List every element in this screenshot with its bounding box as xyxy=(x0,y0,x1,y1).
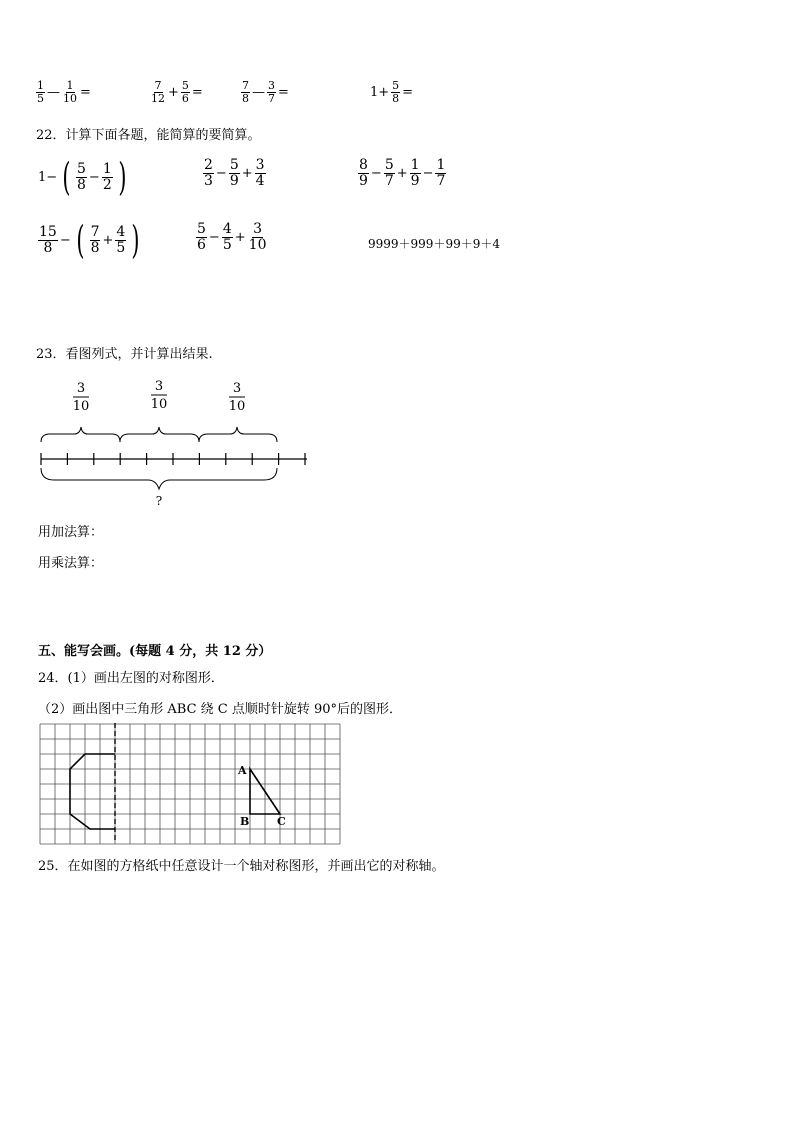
fraction: $\frac{7}{12}$ xyxy=(151,79,165,105)
operator: — xyxy=(252,84,265,100)
fraction: $\frac{1}{2}$ xyxy=(102,160,112,193)
question-24-part-1: 24．(1）画出左图的对称图形． xyxy=(38,671,224,686)
fraction: $\frac{4}{5}$ xyxy=(222,221,232,253)
fraction: $\frac{5}{6}$ xyxy=(181,79,189,105)
fraction: $\frac{1}{9}$ xyxy=(410,157,420,189)
left-paren: ( xyxy=(62,155,71,199)
segment-label-3-denominator: 10 xyxy=(228,399,246,414)
right-paren: ) xyxy=(118,155,127,199)
fraction: $\frac{1}{5}$ xyxy=(37,79,44,105)
fraction: $\frac{4}{5}$ xyxy=(116,223,126,256)
problem-22-6: 9999＋999＋99＋9＋4 xyxy=(368,237,500,251)
question-23-title: 23．看图列式，并计算出结果. xyxy=(36,347,213,362)
fraction: $\frac{1}{10}$ xyxy=(63,79,77,105)
segment-label-3-numerator: 3 xyxy=(232,381,242,396)
brace-3 xyxy=(199,427,277,442)
equals: = xyxy=(191,84,203,100)
expression-21-2 xyxy=(150,80,203,104)
fraction: $\frac{3}{4}$ xyxy=(255,157,265,189)
label-a: A xyxy=(238,764,247,777)
brace-1 xyxy=(41,427,120,442)
fraction: $\frac{5}{7}$ xyxy=(384,157,394,189)
fraction: $\frac{15}{8}$ xyxy=(39,223,57,256)
fraction: $\frac{8}{9}$ xyxy=(359,157,368,189)
expression-21-1 xyxy=(36,80,91,104)
number-line-diagram xyxy=(30,372,320,512)
fraction: $\frac{1}{7}$ xyxy=(436,157,446,189)
right-paren: ) xyxy=(131,218,140,262)
lower-brace xyxy=(41,468,277,489)
equals: = xyxy=(402,84,414,100)
problem-22-3: $\frac{8}{9}$ − $\frac{5}{7}$ + $\frac{1}{9}$ − $\frac{1}{7}$ xyxy=(359,157,446,189)
fraction: $\frac{3}{10}$ xyxy=(248,221,267,253)
fraction: $\frac{5}{6}$ xyxy=(197,221,206,253)
problem-22-2: $\frac{2}{3}$ − $\frac{5}{9}$ + $\frac{3}{4}$ xyxy=(204,157,265,189)
whole-number: 1+ xyxy=(370,84,390,100)
segment-label-2-numerator: 3 xyxy=(154,379,164,394)
expression-21-3 xyxy=(241,80,289,104)
fraction: $\frac{5}{9}$ xyxy=(229,157,239,189)
fraction: $\frac{5}{8}$ xyxy=(392,79,400,105)
question-24-part-2: （2）画出图中三角形 ABC 绕 C 点顺时针旋转 90°后的图形． xyxy=(38,702,403,717)
segment-label-1-numerator: 3 xyxy=(76,381,86,396)
grid-figure xyxy=(38,722,342,847)
fraction: $\frac{2}{3}$ xyxy=(204,157,213,189)
section-5-title: 五、能写会画。(每题 4 分，共 12 分） xyxy=(38,644,272,659)
question-22-title: 22．计算下面各题，能简算的要简算。 xyxy=(36,128,261,143)
multiplication-label: 用乘法算： xyxy=(38,556,104,571)
question-25-title: 25．在如图的方格纸中任意设计一个轴对称图形，并画出它的对称轴。 xyxy=(38,859,445,874)
expression-21-4 xyxy=(370,80,413,104)
label-c: C xyxy=(277,815,286,828)
fraction: $\frac{3}{7}$ xyxy=(268,79,275,105)
question-mark: ? xyxy=(155,494,163,508)
segment-label-1-denominator: 10 xyxy=(72,399,90,414)
problem-22-4: $\frac{15}{8}$ − ( $\frac{7}{8}$ + $\frac{4}{5}$ ) xyxy=(39,218,140,262)
left-paren: ( xyxy=(76,218,85,262)
half-shape xyxy=(70,754,115,829)
brace-2 xyxy=(120,427,199,442)
problem-22-5: $\frac{5}{6}$ − $\frac{4}{5}$ + $\frac{3}{10}$ xyxy=(197,221,267,253)
label-b: B xyxy=(240,815,250,828)
fraction: $\frac{5}{8}$ xyxy=(77,160,86,193)
operator: + xyxy=(168,84,179,100)
equals: = xyxy=(80,84,91,100)
segment-label-2-denominator: 10 xyxy=(150,397,168,412)
fraction: $\frac{7}{8}$ xyxy=(90,223,100,256)
equals: = xyxy=(278,84,289,100)
addition-label: 用加法算： xyxy=(38,525,104,540)
operator: — xyxy=(47,84,60,100)
problem-22-1: 1− ( $\frac{5}{8}$ − $\frac{1}{2}$ ) xyxy=(38,155,127,199)
fraction: $\frac{7}{8}$ xyxy=(242,79,249,105)
